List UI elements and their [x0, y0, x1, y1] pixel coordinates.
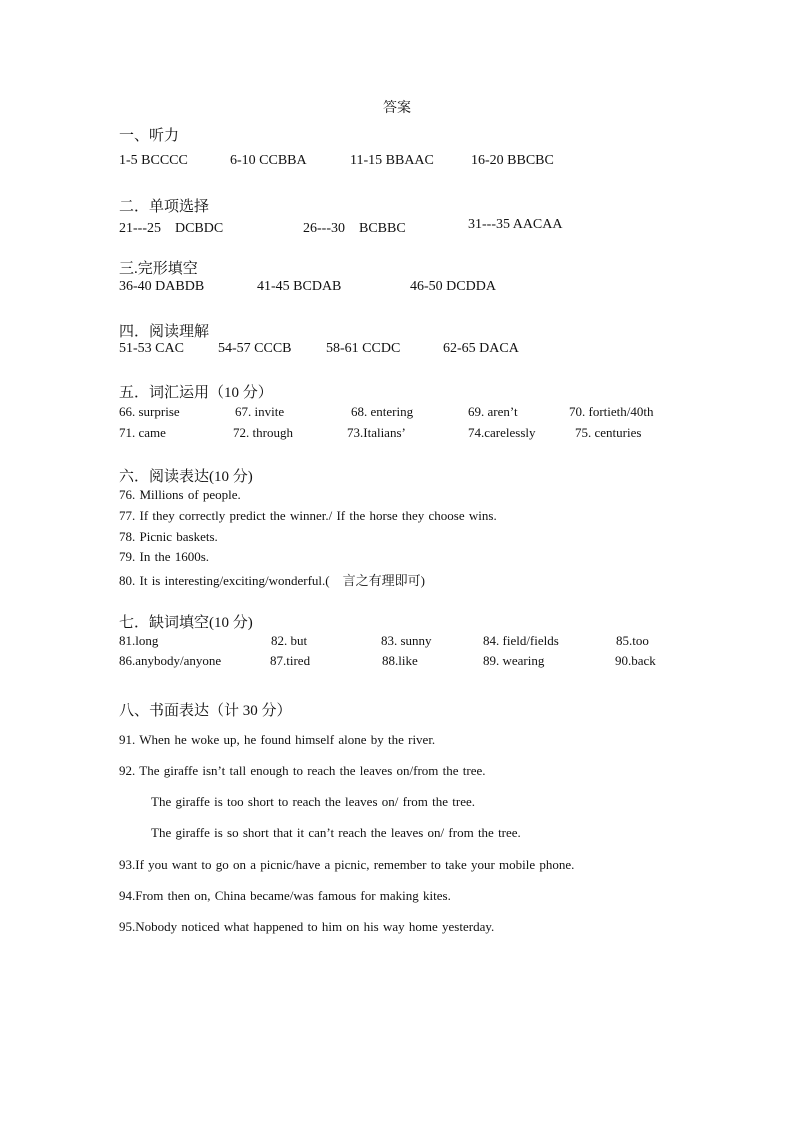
answer-line: 93.If you want to go on a picnic/have a picnic, remember to take your mobile phone.: [119, 857, 575, 872]
answer-item: 82. but: [271, 633, 308, 648]
section-4-heading: 四．阅读理解: [119, 324, 210, 340]
answer-item: 66. surprise: [119, 404, 180, 419]
answer-line: 95.Nobody noticed what happened to him on his way home yesterday.: [119, 919, 495, 934]
answer-group: 36-40 DABDB: [119, 279, 205, 294]
answer-item: 68. entering: [351, 404, 414, 419]
answer-item: 70. fortieth/40th: [569, 404, 654, 419]
answer-group: 1-5 BCCCC: [119, 153, 188, 168]
answer-item: 71. came: [119, 425, 166, 440]
answer-item: 84. field/fields: [483, 633, 559, 648]
answer-item: 89. wearing: [483, 653, 545, 668]
answer-group: 54-57 CCCB: [218, 341, 292, 356]
answer-item: 72. through: [233, 425, 293, 440]
section-6-heading: 六．阅读表达(10 分): [119, 469, 253, 485]
section-2-heading: 二．单项选择: [119, 199, 210, 215]
section-7-heading: 七．缺词填空(10 分): [119, 615, 253, 631]
answer-line: 94.From then on, China became/was famous for making kites.: [119, 888, 451, 903]
answer-item: 81.long: [119, 633, 159, 648]
section-3-heading: 三.完形填空: [119, 261, 198, 277]
section-5-heading: 五．词汇运用（10 分）: [119, 385, 273, 401]
answer-group: 46-50 DCDDA: [410, 279, 496, 294]
answer-line: 76. Millions of people.: [119, 487, 241, 502]
answer-item: 69. aren’t: [468, 404, 518, 419]
answer-line: 77. If they correctly predict the winner./ If the horse they choose wins.: [119, 508, 497, 523]
answer-line: 78. Picnic baskets.: [119, 529, 218, 544]
answer-item: 74.carelessly: [468, 425, 536, 440]
answer-item: 90.back: [615, 653, 656, 668]
answer-item: 75. centuries: [575, 425, 642, 440]
answer-group: 51-53 CAC: [119, 341, 184, 356]
answer-item: 88.like: [382, 653, 418, 668]
answer-group: 26---30 BCBBC: [303, 221, 406, 236]
answer-group: 31---35 AACAA: [468, 217, 563, 232]
answer-item: 67. invite: [235, 404, 285, 419]
section-8-heading: 八、书面表达（计 30 分）: [119, 703, 292, 719]
answer-line: 79. In the 1600s.: [119, 549, 210, 564]
answer-item: 87.tired: [270, 653, 311, 668]
answer-group: 6-10 CCBBA: [230, 153, 307, 168]
answer-group: 62-65 DACA: [443, 341, 519, 356]
answer-line: 92. The giraffe isn’t tall enough to reach the leaves on/from the tree.: [119, 763, 486, 778]
answer-item: 86.anybody/anyone: [119, 653, 222, 668]
answer-item: 83. sunny: [381, 633, 432, 648]
answer-item: 73.Italians’: [347, 425, 406, 440]
answer-group: 41-45 BCDAB: [257, 279, 342, 294]
answer-item: 85.too: [616, 633, 649, 648]
answer-line: 91. When he woke up, he found himself alone by the river.: [119, 732, 436, 747]
answer-group: 58-61 CCDC: [326, 341, 401, 356]
section-1-heading: 一、听力: [119, 128, 180, 144]
page-title: 答案: [383, 101, 411, 116]
answer-line: The giraffe is too short to reach the leaves on/ from the tree.: [151, 794, 476, 809]
answer-group: 21---25 DCBDC: [119, 221, 224, 236]
answer-line: 80. It is interesting/exciting/wonderful.( 言之有理即可): [119, 573, 425, 588]
answer-group: 11-15 BBAAC: [350, 153, 434, 168]
answer-line: The giraffe is so short that it can’t reach the leaves on/ from the tree.: [151, 825, 521, 840]
answer-group: 16-20 BBCBC: [471, 153, 554, 168]
